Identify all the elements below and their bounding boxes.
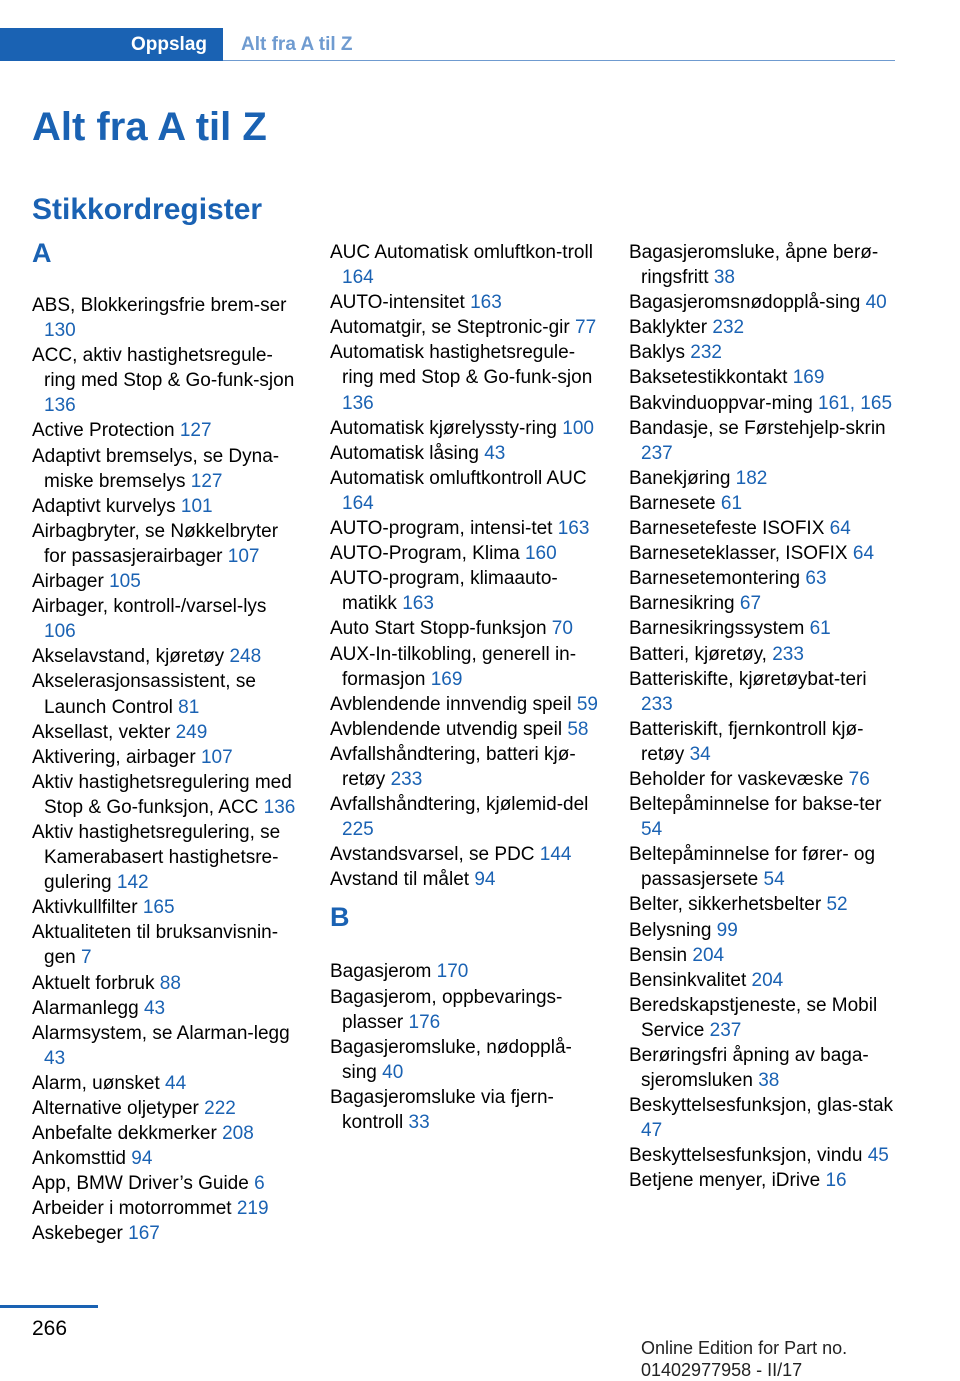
index-entry-label: Aktiv hastighetsregulering med Stop & Go-funksjon, ACC [32,771,292,818]
index-entry-page-link[interactable]: 233 [641,693,673,715]
index-entry [330,541,598,566]
index-entry [330,959,598,984]
index-entry-label: Bagasjerom [330,961,432,983]
index-entry [330,516,598,541]
section-title: Stikkordregister [32,193,263,226]
index-entry-label: Baklykter [629,317,708,339]
index-entry-label: Airbager [32,571,104,593]
index-entry-page-link[interactable]: 61 [809,618,831,640]
index-entry-label: Alarmanlegg [32,997,139,1019]
index-entry-label: Berøringsfri åpning av baga-sjeromsluken [629,1045,869,1092]
index-entry [629,642,901,667]
index-entry [32,1121,300,1146]
index-entry [629,566,901,591]
index-entry-label: Bagasjeromsluke, åpne berø-ringsfritt [629,242,879,289]
index-entry-page-link[interactable]: 64 [829,518,851,540]
header-bar [0,28,895,62]
index-entry-label: Beltepåminnelse for bakse-ter [629,794,882,816]
index-entry-page-link[interactable]: 100 [562,417,594,439]
index-entry-label: Batteriskifte, kjøretøybat-teri [629,668,867,690]
index-entry [32,1096,300,1121]
index-entry [32,996,300,1021]
index-entry-page-link[interactable]: 40 [382,1061,404,1083]
index-entry-label: Bandasje, se Førstehjelp-skrin [629,417,886,439]
index-entry-page-link[interactable]: 99 [716,919,738,941]
index-entry-label: Aktiv hastighetsregulering, se Kamerabasert hastighetsre-gulering [32,821,281,894]
index-entry [629,591,901,616]
index-entry-label: Alarm, uønsket [32,1072,160,1094]
index-entry-page-link[interactable]: 77 [575,317,597,339]
index-entry-page-link[interactable]: 204 [751,969,784,991]
index-entry-label: Active Protection [32,420,175,442]
index-entry-page-link[interactable]: 59 [576,693,598,715]
index-entry [629,792,901,842]
index-entry-label: Beskyttelsesfunksjon, glas-stak [629,1095,894,1117]
index-entry [629,767,901,792]
index-entry [629,892,901,917]
index-entry-label: Betjene menyer, iDrive [629,1170,821,1192]
index-entry [32,1171,300,1196]
index-entry [629,541,901,566]
index-entry-label: AUTO-Program, Klima [330,543,520,565]
index-entry [629,391,901,416]
index-entry-label: Adaptivt bremselys, se Dyna-miske bremselys [32,445,280,492]
index-entry [32,494,300,519]
index-entry [32,971,300,996]
index-entry [32,920,300,970]
index-entry [629,943,901,968]
index-entry-page-link[interactable]: 127 [190,470,223,492]
index-entry-page-link[interactable]: 43 [143,997,166,1019]
index-entry-page-link[interactable]: 81 [178,696,200,718]
index-entry-label: Automatisk låsing [330,442,479,464]
index-entry [330,441,598,466]
index-entry [629,365,901,390]
index-entry [629,616,901,641]
index-entry-page-link[interactable]: 176 [408,1011,441,1033]
index-entry [629,993,901,1043]
index-entry-label: Avstand til målet [330,869,470,891]
index-column-3 [629,240,901,1194]
index-entry-page-link[interactable]: 208 [222,1123,254,1145]
index-entry [629,416,901,466]
index-entry [32,1071,300,1096]
index-entry [330,616,598,641]
index-entry-label: Airbagbryter, se Nøkkelbryter for passasjerairbager [32,520,279,567]
index-entry-label: Akselavstand, kjøretøy [32,646,225,668]
index-column-1 [32,240,300,1247]
index-entry-label: Beredskapstjeneste, se Mobil Service [629,994,878,1041]
index-entry-label: AUTO-program, intensi-tet [330,518,553,540]
index-entry-page-link[interactable]: 94 [474,869,496,891]
index-entry-label: Belter, sikkerhetsbelter [629,894,822,916]
index-entry [32,895,300,920]
index-entry-page-link[interactable]: 167 [128,1223,160,1245]
index-entry-label: Avfallshåndtering, kjølemid-del [330,794,589,816]
index-entry-label: AUTO-intensitet [330,292,465,314]
index-entry [629,918,901,943]
index-entry [330,340,598,415]
index-entry [32,1021,300,1071]
index-entry-label: Barnesikring [629,593,735,615]
index-entry-label: Barnesikringssystem [629,618,805,640]
index-entry-label: Avblendende utvendig speil [330,718,563,740]
index-entry [330,290,598,315]
index-entry [32,1146,300,1171]
index-entry-label: Bensinkvalitet [629,969,747,991]
edition-note: Online Edition for Part no. 01402977958 - II/17 [641,1338,848,1380]
index-entry-label: Alarmsystem, se Alarman-legg [32,1022,290,1044]
index-entry [629,1043,901,1093]
index-entry-label: ACC, aktiv hastighetsregule-ring med Stop & Go-funk-sjon [32,345,295,392]
index-entry-page-link[interactable]: 7 [80,947,92,969]
index-entry [330,867,598,892]
index-entry-label: Belysning [629,919,712,941]
page-title: Alt fra A til Z [32,105,267,149]
index-entry-label: Beskyttelsesfunksjon, vindu [629,1145,863,1167]
index-entry [32,418,300,443]
index-entry-label: ABS, Blokkeringsfrie brem-ser [32,295,287,316]
index-entry-label: Arbeider i motorrommet [32,1198,232,1220]
index-entry-page-link[interactable]: 164 [342,267,374,289]
index-entry-page-link[interactable]: 40 [865,292,887,314]
index-entry-page-link[interactable]: 52 [826,894,848,916]
index-entry-page-link[interactable]: 101 [180,495,213,517]
index-entry-label: Automatisk omluftkontroll AUC [330,467,587,489]
index-entry [330,416,598,441]
footer-rule [0,1305,98,1308]
index-entry [629,667,901,717]
index-entry-label: Airbager, kontroll-/varsel-lys [32,596,267,618]
index-entry [32,519,300,569]
index-entry [330,742,598,792]
index-entry-label: Automatgir, se Steptronic-gir [330,317,570,339]
index-entry-label: Barnesetemontering [629,568,801,590]
index-entry [32,745,300,770]
tab-oppslag[interactable]: Oppslag [0,28,223,61]
index-entry-label: Aktuelt forbruk [32,972,155,994]
index-entry-label: Beholder for vaskevæske [629,768,844,790]
index-letter-heading: B [330,902,350,933]
index-entry-page-link[interactable]: 165 [142,897,175,919]
index-entry-page-link[interactable]: 163 [557,518,590,540]
index-entry-page-link[interactable]: 144 [539,844,572,866]
index-entry-page-link[interactable]: 204 [692,944,725,966]
index-entry-label: Avblendende innvendig speil [330,693,572,715]
index-entry [330,1085,598,1135]
index-entry [330,240,598,290]
index-entry-page-link[interactable]: 163 [470,292,502,314]
index-entry [629,340,901,365]
index-entry-page-link[interactable]: 105 [109,571,141,593]
index-entry [629,290,901,315]
index-entry-page-link[interactable]: 63 [805,568,827,590]
index-entry-page-link[interactable]: 33 [408,1112,430,1133]
index-entry [629,1093,901,1143]
index-entry-page-link[interactable]: 225 [342,819,374,841]
index-entry-label: Barnesete [629,492,716,514]
index-entry [32,343,300,418]
index-entry-label: Barnesetefeste ISOFIX [629,518,825,540]
index-entry [32,1221,300,1246]
index-entry-page-link[interactable]: 232 [712,317,745,339]
index-entry [629,516,901,541]
index-letter-heading: A [32,238,52,268]
index-entry-page-link[interactable]: 182 [735,467,768,489]
index-entry-page-link[interactable]: 169 [430,668,463,690]
index-entry-page-link[interactable]: 232 [690,342,722,364]
index-entry-page-link[interactable]: 136 [44,395,76,417]
index-entry-label: Bensin [629,944,688,966]
index-entry-label: Baklys [629,342,685,364]
index-entry-page-link[interactable]: 169 [792,367,825,389]
index-entry [629,240,901,290]
index-entry [330,466,598,516]
index-entry-label: Automatisk kjørelyssty-ring [330,417,557,439]
index-entry-page-link[interactable]: 47 [641,1120,663,1142]
index-entry-label: Bagasjeromsluke via fjern-kontroll [330,1086,554,1133]
index-entry [32,293,300,343]
index-entry-page-link[interactable]: 233 [772,643,804,665]
index-entry [330,692,598,717]
index-entry-page-link[interactable]: 170 [436,961,469,983]
index-entry [32,770,300,820]
index-entry-page-link[interactable]: 164 [342,492,374,514]
index-entry-page-link[interactable]: 64 [852,543,875,565]
index-entry-page-link[interactable]: 43 [44,1047,66,1069]
index-entry-page-link[interactable]: 127 [179,420,212,442]
index-entry-label: Barneseteklasser, ISOFIX [629,543,848,565]
index-entry-label: Avfallshåndtering, batteri kjø-retøy [330,743,576,790]
index-entry-label: AUTO-program, klimaauto-matikk [330,568,558,615]
index-entry-page-link[interactable]: 248 [229,646,262,668]
index-entry-label: Automatisk hastighetsregule-ring med Stop & Go-funk-sjon [330,342,593,389]
index-entry [32,820,300,895]
index-entry-page-link[interactable]: 130 [44,320,76,342]
index-entry-page-link[interactable]: 237 [709,1019,742,1041]
index-entry-label: Avstandsvarsel, se PDC [330,844,535,866]
index-entry-page-link[interactable]: 67 [739,593,762,615]
index-entry-page-link[interactable]: 222 [204,1098,236,1119]
index-entry-label: Aktualiteten til bruksanvisnin-gen [32,922,279,969]
index-entry-page-link[interactable]: 107 [227,545,260,567]
index-entry-page-link[interactable]: 34 [689,743,711,765]
tab-alt-fra-a-til-z[interactable]: Alt fra A til Z [241,34,353,55]
index-entry-label: Bakvinduoppvar-ming [629,392,813,414]
index-entry-page-link[interactable]: 38 [758,1070,780,1092]
index-entry-label: Batteri, kjøretøy, [629,643,767,665]
index-entry-page-link[interactable]: 237 [641,442,673,464]
index-entry-label: Aktivkullfilter [32,897,138,919]
index-entry [32,720,300,745]
index-entry-page-link[interactable]: 54 [641,819,663,841]
index-entry-page-link[interactable]: 44 [165,1072,187,1094]
index-entry-page-link[interactable]: 16 [825,1170,847,1192]
page-number: 266 [32,1317,68,1340]
index-entry-page-link[interactable]: 136 [263,796,296,818]
index-entry [629,968,901,993]
index-entry [32,1196,300,1221]
index-entry-page-link[interactable]: 58 [567,718,589,740]
index-entry [32,444,300,494]
index-entry-label: Alternative oljetyper [32,1098,199,1119]
index-entry-page-link[interactable]: 142 [116,872,149,894]
index-entry-page-link[interactable]: 233 [390,768,423,790]
index-entry-label: Banekjøring [629,467,731,489]
index-entry-label: Beltepåminnelse for fører- og passasjersete [629,844,876,891]
index-entry-label: AUC Automatisk omluftkon-troll [330,242,593,263]
index-entry-label: App, BMW Driver’s Guide [32,1173,249,1195]
index-entry-page-link[interactable]: 161, 165 [818,392,893,414]
index-entry-page-link[interactable]: 45 [867,1145,889,1167]
index-entry [629,466,901,491]
index-entry-page-link[interactable]: 61 [720,492,743,514]
index-entry-label: Batteriskift, fjernkontroll kjø-retøy [629,718,864,765]
index-entry-label: Bagasjerom, oppbevarings-plasser [330,986,563,1033]
index-entry-page-link[interactable]: 43 [484,442,506,464]
index-entry [629,842,901,892]
index-entry-label: Aksellast, vekter [32,721,171,743]
index-entry-label: Bagasjeromsnødopplå-sing [629,292,861,314]
index-entry [629,1143,901,1168]
index-entry-label: Askebeger [32,1223,123,1245]
index-column-2 [330,240,598,1135]
index-entry-label: Ankomsttid [32,1148,126,1170]
index-entry-page-link[interactable]: 136 [342,392,374,414]
index-entry [330,1035,598,1085]
index-entry-page-link[interactable]: 38 [713,267,735,289]
index-entry-page-link[interactable]: 163 [402,593,434,615]
index-entry-page-link[interactable]: 249 [175,721,208,743]
index-entry [330,842,598,867]
index-entry [330,717,598,742]
index-entry-label: Auto Start Stopp-funksjon [330,618,547,640]
index-entry-label: AUX-In-tilkobling, generell in-formasjon [330,643,577,690]
index-entry-page-link[interactable]: 106 [44,621,76,643]
index-entry [32,669,300,719]
index-entry [330,792,598,842]
index-entry [330,315,598,340]
index-entry-page-link[interactable]: 94 [131,1148,153,1170]
index-entry-page-link[interactable]: 160 [524,543,557,565]
index-entry [629,1168,901,1193]
index-entry-label: Akselerasjonsassistent, se Launch Control [32,671,256,718]
index-entry [330,985,598,1035]
index-entry [330,642,598,692]
index-entry-page-link[interactable]: 219 [236,1198,269,1220]
index-entry [32,594,300,644]
index-entry-page-link[interactable]: 70 [551,618,573,640]
index-entry-label: Baksetestikkontakt [629,367,788,389]
index-entry-label: Adaptivt kurvelys [32,495,176,517]
header-divider [223,60,895,61]
index-entry [629,315,901,340]
index-entry-page-link[interactable]: 76 [848,768,870,790]
index-entry-label: Bagasjeromsluke, nødopplå-sing [330,1036,572,1083]
index-entry [330,566,598,616]
index-entry [629,491,901,516]
index-entry-page-link[interactable]: 88 [159,972,181,994]
index-entry-label: Aktivering, airbager [32,746,196,768]
index-entry-page-link[interactable]: 107 [200,746,233,768]
index-entry-page-link[interactable]: 6 [254,1173,265,1195]
index-entry [32,569,300,594]
index-entry-page-link[interactable]: 54 [763,869,785,891]
index-entry [32,644,300,669]
index-entry [629,717,901,767]
index-entry-label: Anbefalte dekkmerker [32,1123,217,1145]
